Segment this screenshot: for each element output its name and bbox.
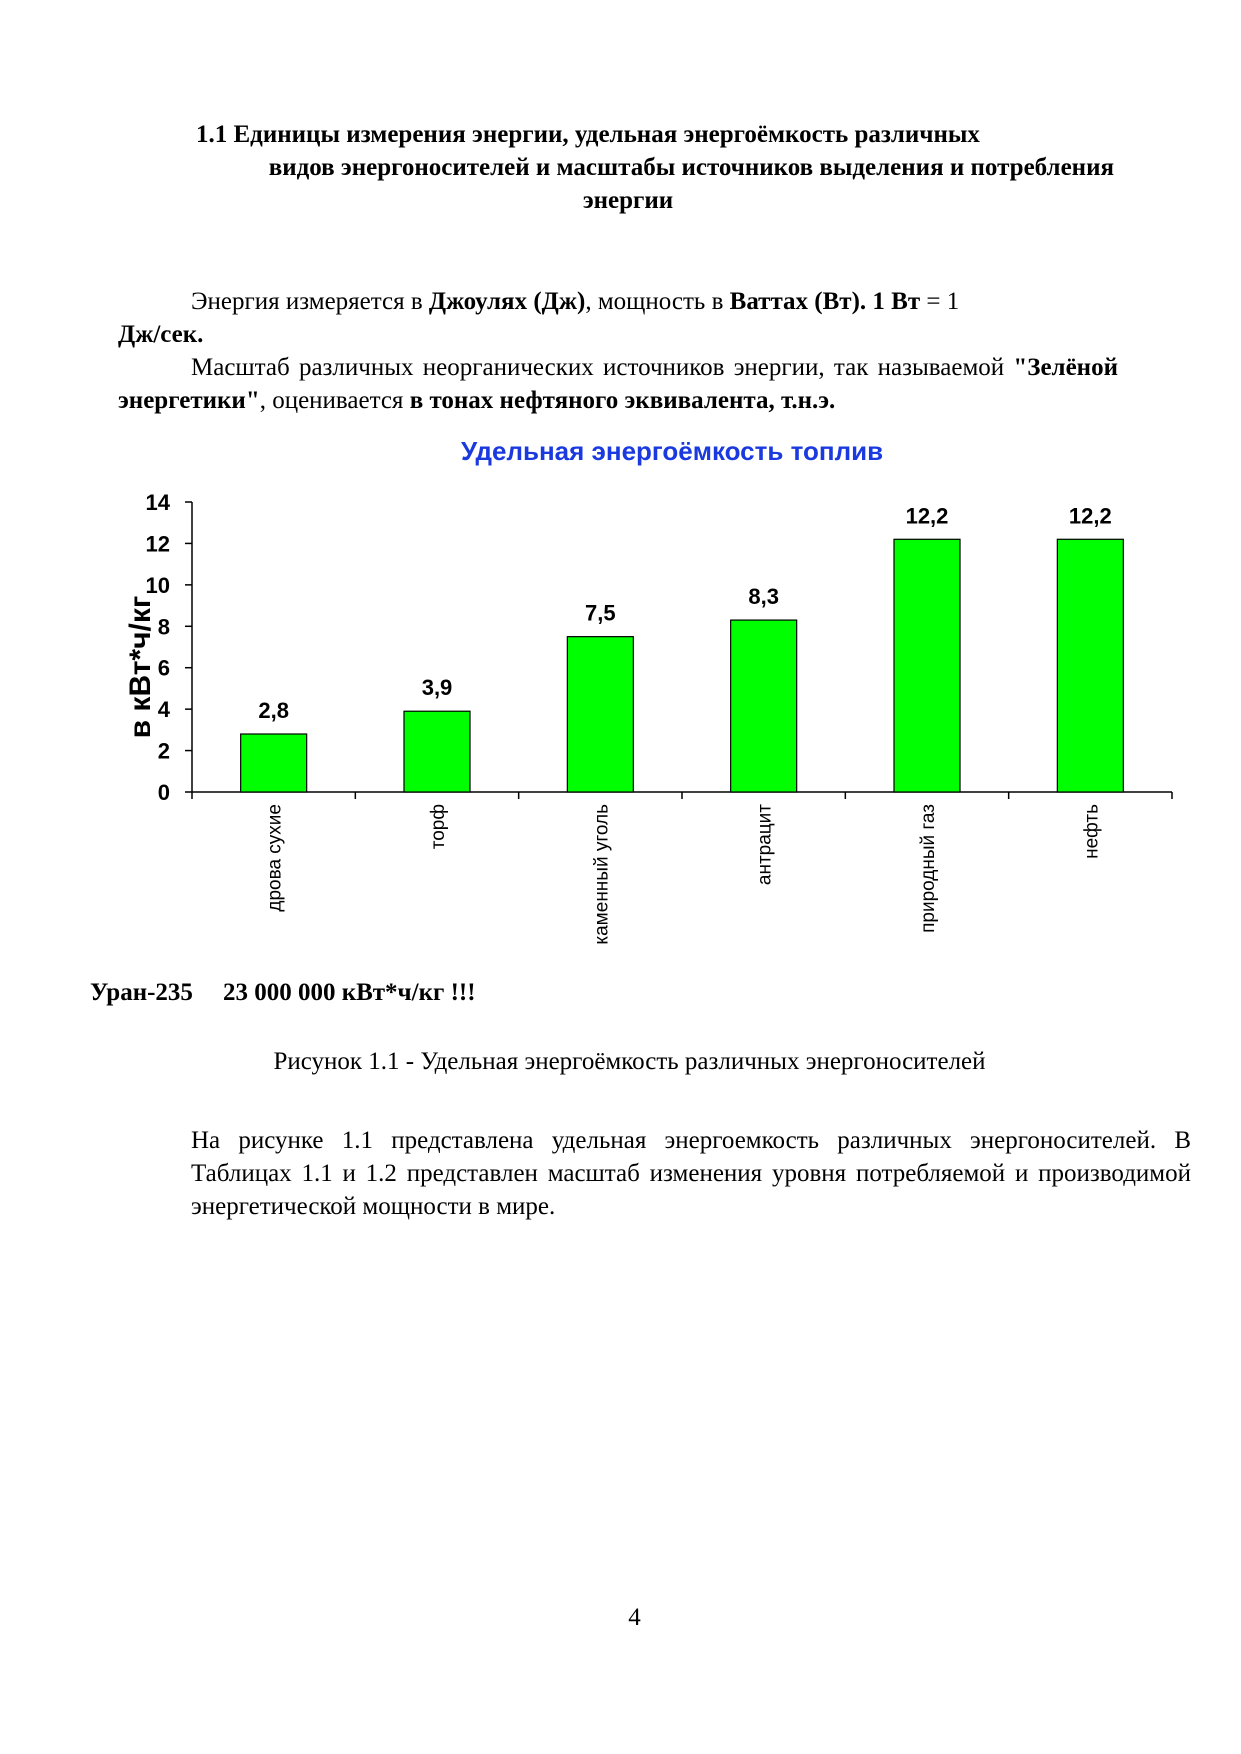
data-label: 8,3 [748, 584, 779, 610]
category-label: природный газ [918, 804, 939, 933]
category-label: дрова сухие [264, 804, 286, 912]
uranium-value: 23 000 000 кВт*ч/кг !!! [222, 979, 476, 1006]
category-label: торф [428, 804, 449, 850]
paragraph-figure-description: На рисунке 1.1 представлена удельная энергоемкость различных энергоносителей. В Таблицах 1.1 и 1.2 представлен масштаб изменения уровня потребляемой и производимой энергетической мощности в мире. [191, 1127, 1191, 1220]
data-label: 12,2 [905, 503, 949, 529]
text: = 1 [920, 288, 960, 315]
y-tick-label: 6 [157, 655, 170, 681]
y-tick-label: 12 [145, 531, 170, 557]
bar [894, 539, 960, 792]
bar [731, 620, 797, 792]
energy-density-chart [0, 420, 1241, 980]
y-tick-label: 8 [157, 614, 170, 640]
bold-text: Джоулях (Дж) [428, 288, 586, 315]
y-axis-label: в кВт*ч/кг [124, 595, 157, 739]
bold-text: "Зелёной энергетики" [118, 354, 1118, 414]
bold-text: Ваттах (Вт). 1 Вт [729, 288, 921, 315]
chart-title: Удельная энергоёмкость топлив [460, 436, 884, 466]
y-tick-label: 14 [145, 490, 170, 515]
data-label: 7,5 [585, 600, 616, 626]
bar [1057, 539, 1123, 792]
heading-line-1: 1.1 Единицы измерения энергии, удельная энергоёмкость различных [196, 121, 980, 148]
paragraph-green-energy [118, 351, 1118, 417]
heading-line-2: видов энергоносителей и масштабы источников выделения и потребления [268, 154, 1114, 181]
text: Энергия измеряется в [191, 288, 429, 315]
paragraph-energy-units [118, 285, 1191, 318]
text: , оценивается [259, 387, 410, 414]
y-tick-label: 10 [145, 572, 170, 598]
bold-text: в тонах нефтяного эквивалента, т.н.э. [409, 387, 836, 414]
uranium-note [90, 976, 476, 1009]
bar [567, 637, 633, 792]
text: Масштаб различных неорганических источников энергии, так называемой [191, 354, 1014, 381]
heading-line-3: энергии [582, 187, 674, 214]
y-tick-label: 0 [157, 780, 170, 805]
bar [404, 711, 470, 792]
section-heading [118, 118, 1118, 217]
y-tick-label: 2 [157, 738, 170, 764]
paragraph-energy-units-cont [118, 318, 1118, 351]
y-tick-label: 4 [157, 697, 170, 723]
uranium-label: Уран-235 [90, 979, 193, 1006]
figure-caption: Рисунок 1.1 - Удельная энергоёмкость различных энергоносителей [273, 1048, 986, 1075]
category-label: нефть [1081, 804, 1103, 859]
category-label: каменный уголь [591, 804, 613, 945]
data-label: 2,8 [258, 698, 289, 723]
text: , мощность в [585, 288, 730, 315]
bar [241, 734, 307, 792]
category-label: антрацит [754, 804, 776, 886]
bold-text: Дж/сек. [118, 321, 204, 348]
page-number: 4 [628, 1604, 641, 1631]
data-label: 3,9 [421, 675, 453, 701]
data-label: 12,2 [1068, 503, 1112, 529]
